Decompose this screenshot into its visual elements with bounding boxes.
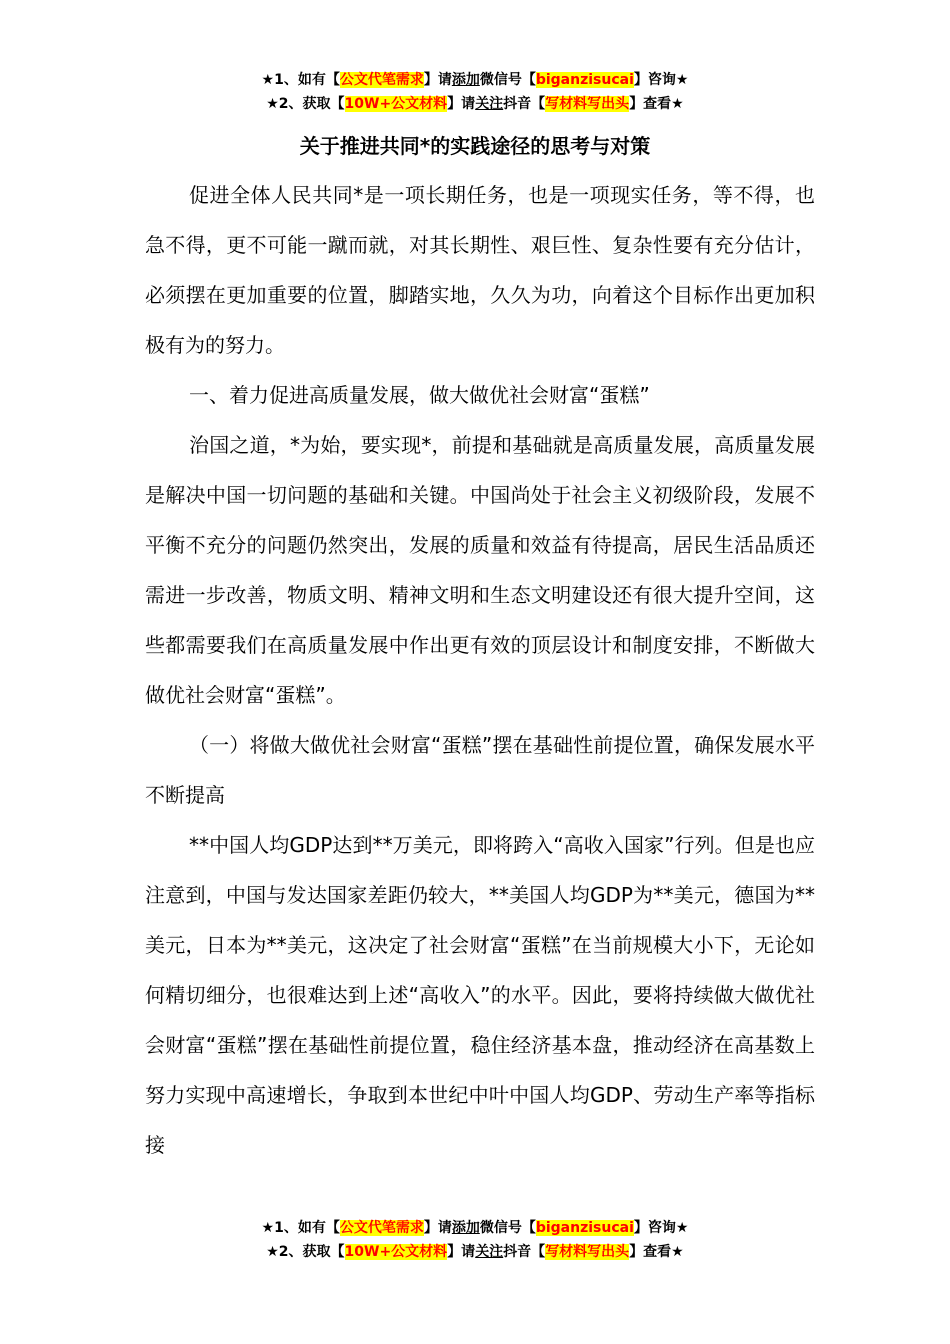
douyin-id-highlight: 写材料写出头 bbox=[545, 1244, 630, 1260]
promo-line-1 bbox=[0, 1216, 950, 1240]
document-title: 关于推进共同*的实践途径的思考与对策 bbox=[299, 134, 651, 158]
promo-banner-bottom bbox=[0, 1216, 950, 1264]
promo-text: 】查看★ bbox=[629, 1244, 684, 1260]
promo-highlight: 公文代笔需求 bbox=[339, 72, 424, 88]
promo-text: 】请 bbox=[423, 1220, 452, 1236]
document-body bbox=[145, 170, 815, 1170]
paragraph-subsection-1: **中国人均GDP达到**万美元，即将跨入“高收入国家”行列。但是也应注意到，中国与发达国家差距仍较大，**美国人均GDP为**美元，德国为**美元，日本为**美元，这决定了社会财富“蛋糕”在当前规模大小下，无论如何精切细分，也很难达到上述“高收入”的水平。因此，要将持续做大做优社会财富“蛋糕”摆在基础性前提位置，稳住经济基本盘，推动经济在高基数上努力实现中高速增长，争取到本世纪中叶中国人均GDP、劳动生产率等指标接 bbox=[145, 833, 815, 1157]
promo-text: 】查看★ bbox=[629, 96, 684, 112]
wechat-id-highlight: biganzisucai bbox=[535, 72, 634, 88]
promo-highlight: 10W+公文材料 bbox=[344, 1244, 448, 1260]
paragraph-intro: 促进全体人民共同*是一项长期任务，也是一项现实任务，等不得，也急不得，更不可能一蹴而就，对其长期性、艰巨性、复杂性要有充分估计，必须摆在更加重要的位置，脚踏实地，久久为功，向着这个目标作出更加积极有为的努力。 bbox=[145, 183, 815, 357]
promo-highlight: 公文代笔需求 bbox=[339, 1220, 424, 1236]
wechat-id-highlight: biganzisucai bbox=[535, 1220, 634, 1236]
promo-text: 】请 bbox=[447, 96, 476, 112]
promo-highlight: 10W+公文材料 bbox=[344, 96, 448, 112]
promo-text: ★2、获取【 bbox=[266, 1244, 345, 1260]
subsection-heading-1: （一）将做大做优社会财富“蛋糕”摆在基础性前提位置，确保发展水平不断提高 bbox=[145, 733, 815, 807]
promo-text: 微信号【 bbox=[479, 1220, 536, 1236]
douyin-id-highlight: 写材料写出头 bbox=[545, 96, 630, 112]
promo-underlined: 关注 bbox=[475, 96, 504, 112]
promo-text: 】请 bbox=[447, 1244, 476, 1260]
promo-underlined: 添加 bbox=[451, 72, 480, 88]
promo-underlined: 添加 bbox=[451, 1220, 480, 1236]
promo-text: 】咨询★ bbox=[633, 72, 689, 88]
promo-text: ★2、获取【 bbox=[266, 96, 345, 112]
promo-text: ★1、如有【 bbox=[261, 72, 340, 88]
promo-text: 】咨询★ bbox=[633, 1220, 689, 1236]
promo-line-2 bbox=[0, 1240, 950, 1264]
paragraph-section-1: 治国之道，*为始，要实现*，前提和基础就是高质量发展，高质量发展是解决中国一切问题的基础和关键。中国尚处于社会主义初级阶段，发展不平衡不充分的问题仍然突出，发展的质量和效益有待提高，居民生活品质还需进一步改善，物质文明、精神文明和生态文明建设还有很大提升空间，这些都需要我们在高质量发展中作出更有效的顶层设计和制度安排，不断做大做优社会财富“蛋糕”。 bbox=[145, 433, 815, 707]
promo-line-2 bbox=[0, 92, 950, 116]
promo-text: 抖音【 bbox=[503, 96, 546, 112]
section-heading-1: 一、着力促进高质量发展，做大做优社会财富“蛋糕” bbox=[189, 383, 650, 407]
promo-text: 】请 bbox=[423, 72, 452, 88]
promo-text: ★1、如有【 bbox=[261, 1220, 340, 1236]
promo-text: 微信号【 bbox=[479, 72, 536, 88]
promo-underlined: 关注 bbox=[475, 1244, 504, 1260]
promo-line-1 bbox=[0, 68, 950, 92]
promo-text: 抖音【 bbox=[503, 1244, 546, 1260]
promo-banner-top bbox=[0, 68, 950, 116]
